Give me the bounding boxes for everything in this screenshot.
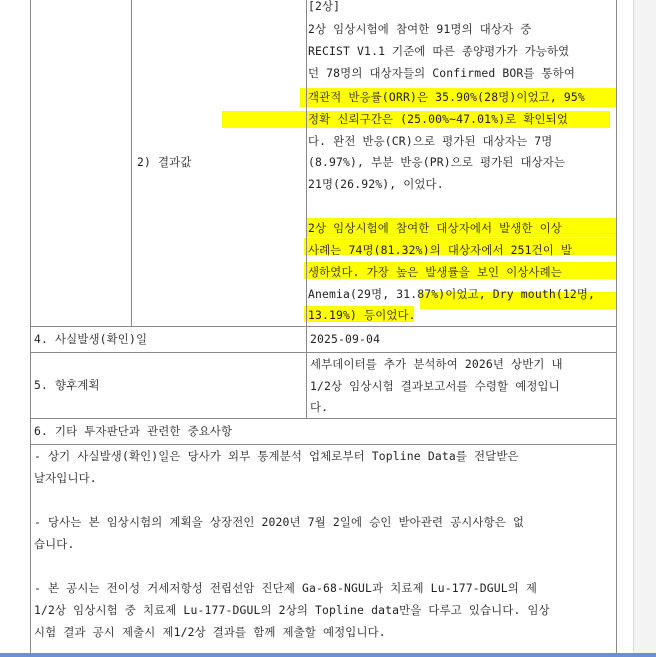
- table-right-border: [616, 0, 617, 657]
- result-line: 정확 신뢰구간은 (25.00%~47.01%)로 확인되었: [308, 112, 568, 126]
- note-line: 날자입니다.: [34, 471, 97, 485]
- future-plan-line: 1/2상 임상시험 결과보고서를 수령할 예정입니: [310, 379, 560, 393]
- table-left-border: [30, 0, 31, 657]
- note-line: - 본 공시는 전이성 거세저항성 전립선암 진단제 Ga-68-NGUL과 치료제 Lu-177-DGUL의 제: [34, 581, 538, 595]
- note-line: - 상기 사실발생(확인)일은 당사가 외부 통계분석 업체로부터 Topline Data를 전달받은: [34, 449, 519, 463]
- note-line: 1/2상 임상시험 중 치료제 Lu-177-DGUL의 2상의 Topline data만을 다루고 있습니다. 임상: [34, 603, 550, 617]
- future-plan-line: 다.: [310, 400, 329, 414]
- future-plan-label: 5. 향후계획: [34, 378, 100, 392]
- result-line: (8.97%), 부분 반응(PR)으로 평가된 대상자는: [308, 155, 566, 169]
- result-line: 객관적 반응률(ORR)은 35.90%(28명)이었고, 95%: [308, 90, 585, 104]
- result-line: RECIST V1.1 기준에 따른 종양평가가 가능하였: [308, 44, 570, 58]
- result-line: 던 78명의 대상자들의 Confirmed BOR를 통하여: [308, 66, 575, 80]
- table-value-divider: [306, 0, 307, 418]
- row-separator-4: [30, 326, 617, 327]
- other-matters-label: 6. 기타 투자판단과 관련한 중요사항: [34, 424, 233, 438]
- note-line: - 당사는 본 임상시험의 계획을 상장전인 2020년 7월 2일에 승인 받아관련 공시사항은 없: [34, 515, 525, 529]
- adverse-event-line: 2상 임상시험에 참여한 대상자에서 발생한 이상: [308, 221, 562, 235]
- adverse-event-line: 생하였다. 가장 높은 발생률을 보인 이상사례는: [308, 265, 562, 279]
- event-date-label: 4. 사실발생(확인)일: [34, 332, 148, 346]
- result-line: 21명(26.92%), 이었다.: [308, 177, 444, 191]
- event-date-value: 2025-09-04: [310, 332, 381, 346]
- adverse-event-line: 13.19%) 등이었다.: [308, 308, 416, 322]
- adverse-event-line: 사례는 74명(81.32%)의 대상자에서 251건이 발: [308, 243, 573, 257]
- adverse-event-line: Anemia(29명, 31.87%)이었고, Dry mouth(12명,: [308, 287, 596, 301]
- note-line: 습니다.: [34, 537, 75, 551]
- vertical-scrollbar[interactable]: [633, 0, 656, 657]
- table-inner-divider: [131, 0, 132, 326]
- phase-heading: [2상]: [308, 0, 341, 13]
- result-label: 2) 결과값: [137, 155, 192, 169]
- row-separator-6: [30, 418, 617, 419]
- result-line: 2상 임상시험에 참여한 91명의 대상자 중: [308, 22, 532, 36]
- note-line: 시험 결과 공시 제출시 제1/2상 결과를 함께 제출할 예정입니다.: [34, 625, 386, 639]
- future-plan-line: 세부데이터를 추가 분석하여 2026년 상반기 내: [310, 357, 563, 371]
- window-bottom-edge: [0, 653, 656, 657]
- result-line: 다. 완전 반응(CR)으로 평가된 대상자는 7명: [308, 134, 553, 148]
